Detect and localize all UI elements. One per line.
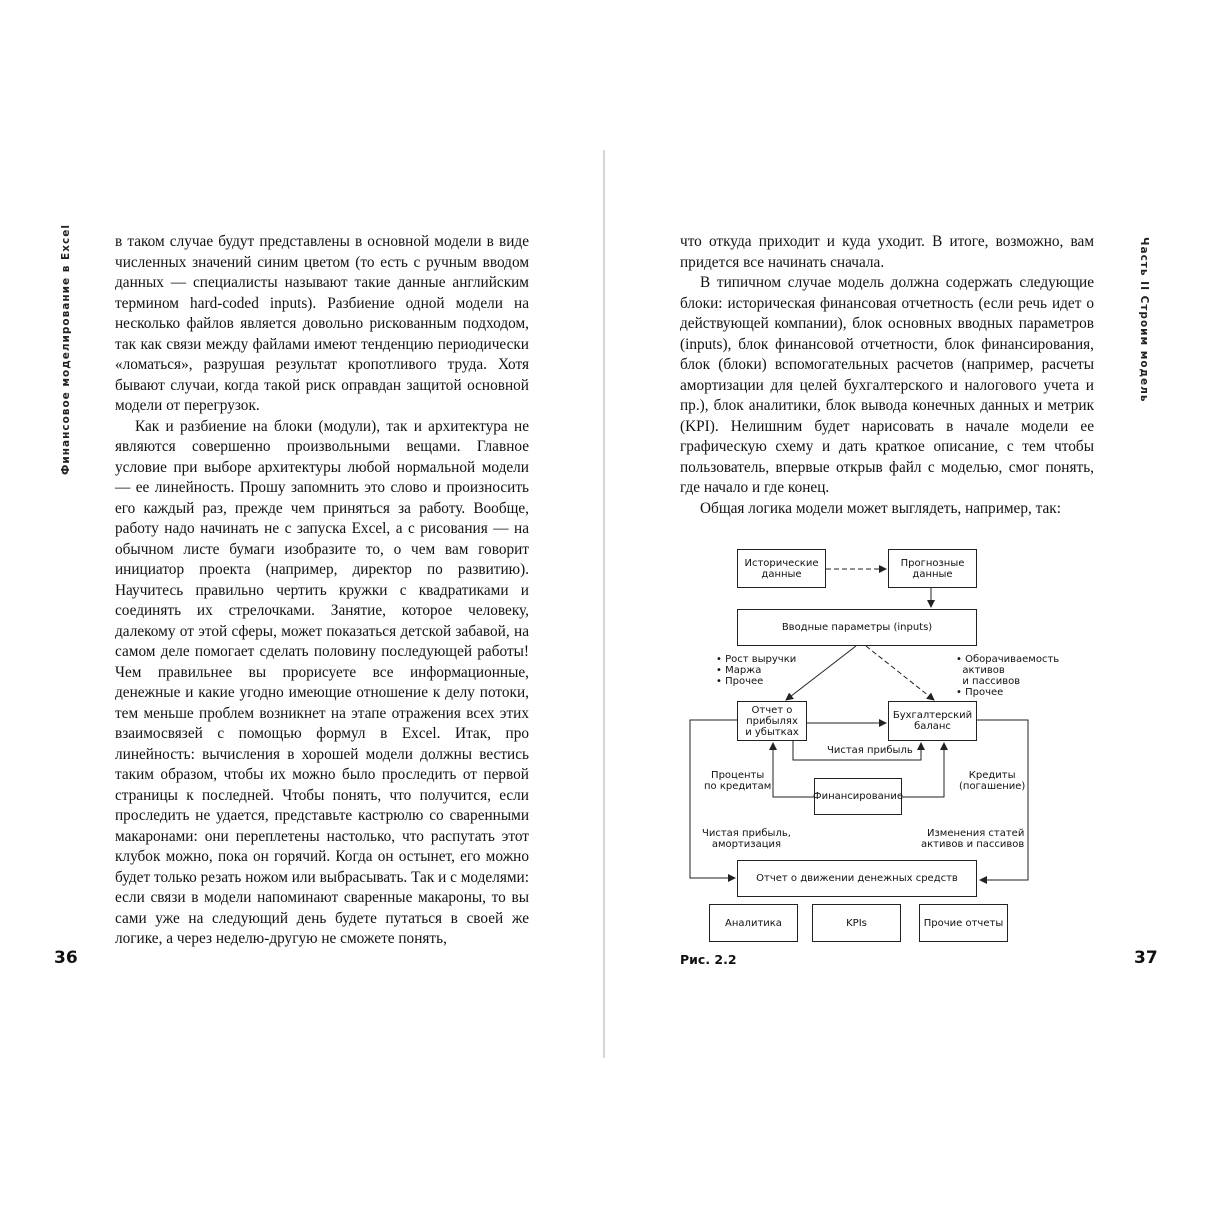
historical-data-label: Исторические данные bbox=[744, 557, 819, 580]
forecast-data-label: Прогнозные данные bbox=[900, 557, 965, 580]
pnl-label: Отчет о прибылях и убытках bbox=[745, 704, 799, 738]
net-profit-amortization-label: Чистая прибыль, амортизация bbox=[702, 828, 791, 850]
running-head-right: Часть II Строим модель bbox=[1138, 237, 1150, 403]
pnl-box bbox=[737, 701, 807, 741]
historical-data-box bbox=[737, 549, 826, 588]
book-spine bbox=[603, 150, 605, 1058]
inputs-left-bullets: • Рост выручки • Маржа • Прочее bbox=[716, 654, 797, 687]
figure-caption: Рис. 2.2 bbox=[680, 952, 737, 967]
paragraph: В типичном случае модель должна содержать следующие блоки: историческая финансовая отчетность (если речь идет о действующей компании), блок основных вводных параметров (inputs), блок финансовой отчетности, блок финансирования, блок (блоки) вспомогательных расчетов (например, расчеты амортизации для целей бухгалтерского и налогового учета и пр.), блок аналитики, блок вывода конечных данных и метрик (KPI). Нелишним будет нарисовать в начале модели ее графическую схему и дать краткое описание, с тем чтобы пользователь, впервые открыв файл с моделью, смог понять, где начало и где конец. bbox=[680, 274, 1094, 496]
paragraph: Как и разбиение на блоки (модули), так и архитектура не являются совершенно произвольными вещами. Главное условие при выборе архитектуры любой нормальной модели — ее линейность. Прошу запомнить это слово и произносить его каждый раз, прежде чем приняться за работу. Вообще, работу надо начинать не с запуска Excel, а с рисования — на обычном листе бумаги изобразите то, о чем вам говорит инициатор проекта (например, директор по развитию). Научитесь правильно чертить кружки с квадратиками и соединять их стрелочками. Занятие, которое человеку, далекому от этой сферы, может показаться детской забавой, на самом деле помогает сделать половину последующей работы! Чем правильнее вы прорисуете все информационные, денежные и какие угодно имеющие отношение к делу потоки, тем меньше проблем возникнет на этапе отражения всех этих взаимосвязей с помощью формул в Excel. Итак, про линейность: вычисления в хорошей модели должны вестись таким образом, чтобы их можно было проследить от первой страницы к последней. Чтобы понять, что получится, если проследить не удается, представьте кастрюлю со сваренными макаронами: они переплетены настолько, что распутать этот клубок можно, пока он горячий. Когда он остынет, его можно будет только резать ножом или выбрасывать. Так и с моделями: если связи в модели напоминают сваренные макароны, то вы сами уже на следующий день будете путаться в своей же логике, а через неделю-другую не сможете понять, bbox=[115, 417, 529, 947]
left-page-text bbox=[115, 232, 529, 950]
financing-label: Финансирование bbox=[813, 791, 903, 802]
kpis-label: KPIs bbox=[846, 917, 867, 929]
right-page-text bbox=[680, 232, 1094, 519]
paragraph: в таком случае будут представлены в основной модели в виде численных значений синим цветом (то есть с ручным вводом данных — специалисты называют такие данные английским термином hard-coded inputs). Разбиение одной модели на несколько файлов является довольно рискованным подходом, так как связи между файлами имеют тенденцию периодически «ломаться», разрушая результат кропотливого труда. Хотя бывают случаи, когда такой риск оправдан защитой основной модели от перегрузок. bbox=[115, 233, 529, 414]
other-reports-box bbox=[919, 904, 1008, 942]
balance-sheet-box bbox=[888, 701, 977, 741]
balance-sheet-label: Бухгалтерский баланс bbox=[892, 710, 973, 732]
paragraph: что откуда приходит и куда уходит. В итоге, возможно, вам придется все начинать сначала. bbox=[680, 233, 1094, 271]
kpis-box bbox=[812, 904, 901, 942]
net-profit-label: Чистая прибыль bbox=[827, 745, 913, 756]
paragraph: Общая логика модели может выглядеть, например, так: bbox=[700, 499, 1061, 517]
page-number-left: 36 bbox=[54, 948, 78, 968]
cashflow-label: Отчет о движении денежных средств bbox=[756, 873, 958, 884]
forecast-data-box bbox=[888, 549, 977, 588]
cashflow-box bbox=[737, 860, 977, 897]
inputs-right-bullets: • Оборачиваемость активов и пассивов • Прочее bbox=[956, 654, 1060, 698]
financing-box bbox=[814, 778, 902, 815]
inputs-box bbox=[737, 609, 977, 646]
analytics-label: Аналитика bbox=[725, 917, 782, 929]
inputs-label: Вводные параметры (inputs) bbox=[781, 622, 933, 633]
running-head-left: Финансовое моделирование в Excel bbox=[60, 224, 72, 475]
loans-label: Кредиты (погашение) bbox=[959, 770, 1026, 792]
model-logic-diagram bbox=[676, 540, 1080, 950]
analytics-box bbox=[709, 904, 798, 942]
page-number-right: 37 bbox=[1134, 948, 1158, 968]
working-capital-changes-label: Изменения статей активов и пассивов bbox=[921, 828, 1025, 850]
other-reports-label: Прочие отчеты bbox=[923, 917, 1004, 929]
interest-label: Проценты по кредитам bbox=[704, 770, 772, 792]
